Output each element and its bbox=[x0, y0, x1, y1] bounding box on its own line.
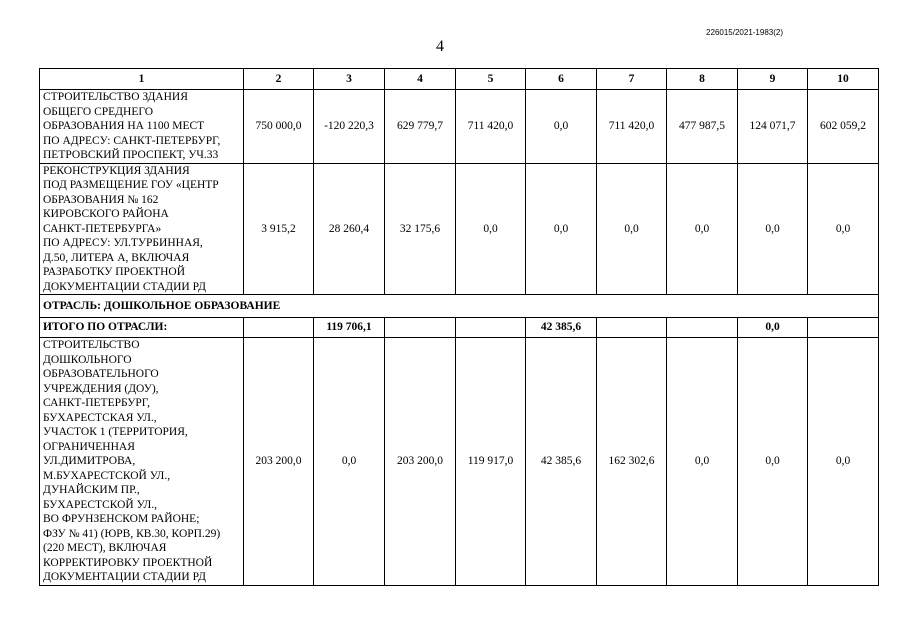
value-cell: 0,0 bbox=[314, 338, 385, 586]
object-name-line: БУХАРЕСТСКАЯ УЛ., bbox=[43, 411, 157, 424]
total-value-cell bbox=[385, 318, 456, 338]
object-name-line: ДУНАЙСКИМ ПР., bbox=[43, 484, 140, 496]
object-name-cell bbox=[40, 338, 244, 586]
table-row bbox=[40, 338, 879, 586]
object-name-line: УЛ.ДИМИТРОВА, bbox=[43, 455, 136, 467]
total-value-cell bbox=[244, 318, 314, 338]
value-cell: 28 260,4 bbox=[314, 163, 385, 295]
total-value-cell: 0,0 bbox=[738, 318, 808, 338]
value-cell: 203 200,0 bbox=[244, 338, 314, 586]
column-header-row bbox=[40, 69, 879, 90]
column-header: 8 bbox=[667, 69, 738, 90]
value-cell: 477 987,5 bbox=[667, 90, 738, 164]
column-header: 3 bbox=[314, 69, 385, 90]
object-name-line: РЕКОНСТРУКЦИЯ ЗДАНИЯ bbox=[43, 164, 190, 177]
value-cell: 0,0 bbox=[597, 163, 667, 295]
object-name-line: М.БУХАРЕСТСКОЙ УЛ., bbox=[43, 469, 171, 482]
object-name-line: САНКТ-ПЕТЕРБУРГ, bbox=[43, 397, 150, 409]
value-cell: 602 059,2 bbox=[808, 90, 879, 164]
column-header: 10 bbox=[808, 69, 879, 90]
value-cell: 0,0 bbox=[738, 163, 808, 295]
value-cell: 0,0 bbox=[808, 163, 879, 295]
object-name-line: (220 МЕСТ), ВКЛЮЧАЯ bbox=[43, 542, 167, 554]
value-cell: 162 302,6 bbox=[597, 338, 667, 586]
object-name-line: Д.50, ЛИТЕРА А, ВКЛЮЧАЯ bbox=[43, 251, 190, 264]
object-name-line: ВО ФРУНЗЕНСКОМ РАЙОНЕ; bbox=[43, 513, 200, 525]
object-name-line: СТРОИТЕЛЬСТВО bbox=[43, 339, 140, 351]
object-name-line: ОБЩЕГО СРЕДНЕГО bbox=[43, 105, 154, 118]
object-name-line: УЧАСТОК 1 (ТЕРРИТОРИЯ, bbox=[43, 426, 188, 438]
value-cell: 750 000,0 bbox=[244, 90, 314, 164]
page-number: 4 bbox=[436, 38, 444, 55]
object-name-line: ФЗУ № 41) (ЮРВ, КВ.30, КОРП.29) bbox=[43, 527, 221, 540]
object-name-line: УЧРЕЖДЕНИЯ (ДОУ), bbox=[43, 382, 159, 395]
column-header: 4 bbox=[385, 69, 456, 90]
value-cell: 0,0 bbox=[526, 163, 597, 295]
value-cell: 42 385,6 bbox=[526, 338, 597, 586]
value-cell: 3 915,2 bbox=[244, 163, 314, 295]
object-name-line: ОБРАЗОВАНИЯ НА 1100 МЕСТ bbox=[43, 120, 205, 132]
object-name-line: ДОШКОЛЬНОГО bbox=[43, 353, 132, 366]
object-name-line: ДОКУМЕНТАЦИИ СТАДИИ РД bbox=[43, 280, 206, 293]
value-cell: 711 420,0 bbox=[597, 90, 667, 164]
object-name-line: ОБРАЗОВАНИЯ № 162 bbox=[43, 193, 159, 206]
table-row bbox=[40, 163, 879, 295]
column-header: 5 bbox=[456, 69, 526, 90]
value-cell: 711 420,0 bbox=[456, 90, 526, 164]
column-header: 6 bbox=[526, 69, 597, 90]
value-cell: 0,0 bbox=[808, 338, 879, 586]
value-cell: 629 779,7 bbox=[385, 90, 456, 164]
object-name-line: ОБРАЗОВАТЕЛЬНОГО bbox=[43, 368, 159, 380]
column-header: 7 bbox=[597, 69, 667, 90]
value-cell: 32 175,6 bbox=[385, 163, 456, 295]
object-name-line: ПО АДРЕСУ: САНКТ-ПЕТЕРБУРГ, bbox=[43, 134, 221, 147]
object-name-line: РАЗРАБОТКУ ПРОЕКТНОЙ bbox=[43, 266, 186, 278]
total-value-cell: 42 385,6 bbox=[526, 318, 597, 338]
object-name-line: КОРРЕКТИРОВКУ ПРОЕКТНОЙ bbox=[43, 556, 213, 569]
object-name-cell bbox=[40, 163, 244, 295]
total-value-cell bbox=[597, 318, 667, 338]
object-name-cell bbox=[40, 90, 244, 164]
value-cell: 0,0 bbox=[667, 338, 738, 586]
object-name-line: ДОКУМЕНТАЦИИ СТАДИИ РД bbox=[43, 571, 206, 583]
object-name-line: ПОД РАЗМЕЩЕНИЕ ГОУ «ЦЕНТР bbox=[43, 179, 219, 191]
column-header: 2 bbox=[244, 69, 314, 90]
value-cell: 0,0 bbox=[456, 163, 526, 295]
column-header: 9 bbox=[738, 69, 808, 90]
total-row bbox=[40, 318, 879, 338]
document-code: 226015/2021-1983(2) bbox=[706, 28, 783, 37]
total-value-cell bbox=[808, 318, 879, 338]
value-cell: 0,0 bbox=[526, 90, 597, 164]
object-name-line: САНКТ-ПЕТЕРБУРГА» bbox=[43, 222, 162, 235]
total-value-cell: 119 706,1 bbox=[314, 318, 385, 338]
section-row bbox=[40, 295, 879, 318]
total-value-cell bbox=[456, 318, 526, 338]
total-label: ИТОГО ПО ОТРАСЛИ: bbox=[40, 318, 244, 338]
value-cell: 124 071,7 bbox=[738, 90, 808, 164]
object-name-line: ОГРАНИЧЕННАЯ bbox=[43, 440, 135, 453]
value-cell: -120 220,3 bbox=[314, 90, 385, 164]
object-name-line: КИРОВСКОГО РАЙОНА bbox=[43, 208, 169, 220]
budget-table bbox=[39, 68, 879, 586]
object-name-line: СТРОИТЕЛЬСТВО ЗДАНИЯ bbox=[43, 91, 188, 103]
column-header: 1 bbox=[40, 69, 244, 90]
object-name-line: ПЕТРОВСКИЙ ПРОСПЕКТ, УЧ.33 bbox=[43, 149, 219, 161]
object-name-line: БУХАРЕСТСКОЙ УЛ., bbox=[43, 498, 158, 511]
table-row bbox=[40, 90, 879, 164]
total-value-cell bbox=[667, 318, 738, 338]
value-cell: 0,0 bbox=[667, 163, 738, 295]
value-cell: 0,0 bbox=[738, 338, 808, 586]
value-cell: 119 917,0 bbox=[456, 338, 526, 586]
section-title: ОТРАСЛЬ: ДОШКОЛЬНОЕ ОБРАЗОВАНИЕ bbox=[40, 295, 879, 318]
object-name-line: ПО АДРЕСУ: УЛ.ТУРБИННАЯ, bbox=[43, 237, 203, 249]
value-cell: 203 200,0 bbox=[385, 338, 456, 586]
